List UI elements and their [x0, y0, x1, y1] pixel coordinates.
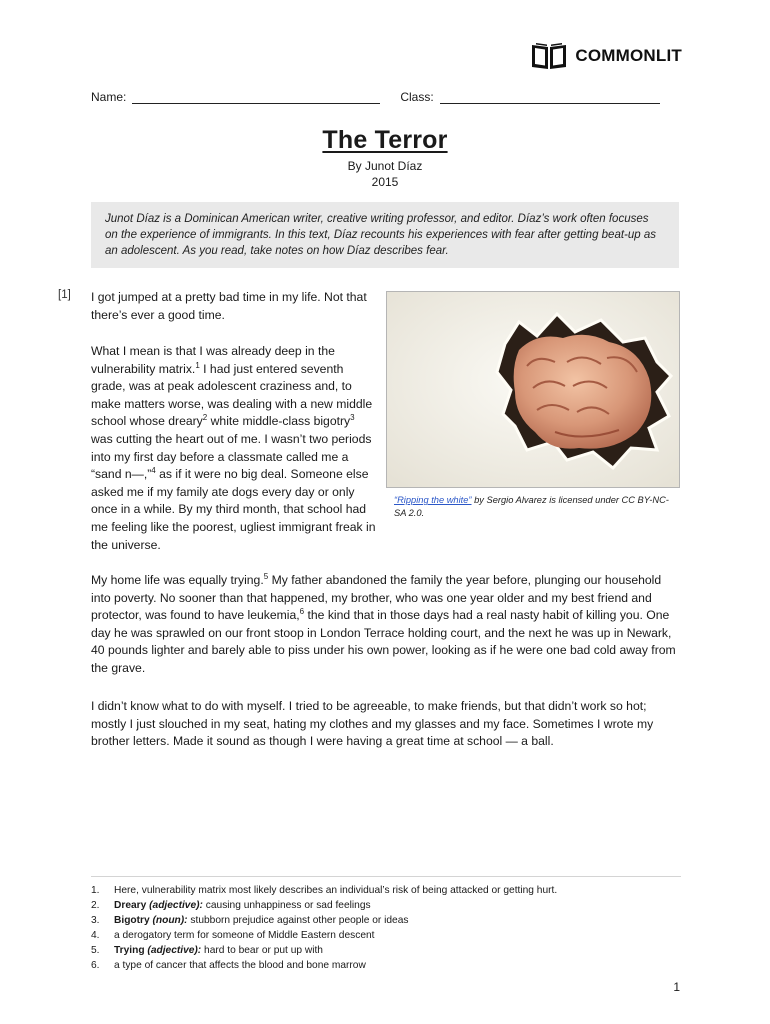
paragraph-1: I got jumped at a pretty bad time in my life. Not that there’s ever a good time.	[91, 290, 367, 322]
footnote-item: 6. a type of cancer that affects the blood and bone marrow	[91, 960, 366, 972]
name-label: Name:	[91, 90, 127, 104]
footnotes-list	[91, 883, 681, 974]
footnote-ref-5[interactable]: 5	[263, 571, 269, 581]
paragraph-number: [1]	[58, 289, 71, 301]
footnote-item: 4. a derogatory term for someone of Middle Eastern descent	[91, 930, 375, 942]
footnote-ref-3[interactable]: 3	[350, 413, 355, 423]
footnote-divider	[91, 876, 681, 877]
footnote-item: 2. Dreary (adjective): causing unhappiness or sad feelings	[91, 900, 371, 912]
paragraph-4: I didn’t know what to do with myself. I tried to be agreeable, to make friends, but that didn’t work so hot; mostly I just slouched in my seat, hating my clothes and my glasses and my face. Sometimes I wrote my brother letters. Made it sound as though I were having a great time at school — a ball.	[91, 699, 654, 749]
page-title: The Terror	[322, 126, 448, 154]
class-line[interactable]	[440, 92, 660, 104]
footnote-item: 1. Here, vulnerability matrix most likely describes an individual’s risk of being attacked or getting hurt.	[91, 885, 558, 896]
intro-box: Junot Díaz is a Dominican American writer, creative writing professor, and editor. Díaz’s work often focuses on the experience of immigrants. In this text, Díaz recounts his experiences with fear after getting beat-up as an adolescent. As you read, take notes on how Díaz describes fear.	[91, 202, 679, 268]
paragraph-3: My home life was equally trying.$^5$ My father abandoned the family the year before, plunging our household into poverty. No sooner than that happened, my brother, who was one year older and my best friend and protector, was found to have leukemia,$^6$ the kind that in those days had a real nasty habit of killing you. One day he was sprawled on our front stoop in London Terrace holding court, and the next he was up in Newark, 40 pounds lighter and barely able to piss under his own power, looking as if he were one bad cold away from the grave.	[91, 571, 676, 675]
footnote-ref-6[interactable]: 6	[299, 607, 305, 617]
footnote-ref-1[interactable]: 1	[195, 360, 200, 370]
footnote-item: 3. Bigotry (noun): stubborn prejudice against other people or ideas	[91, 915, 409, 927]
fist-photo	[386, 291, 680, 488]
figure-caption: “Ripping the white” by Sergio Alvarez is licensed under CC BY-NC-SA 2.0.	[394, 495, 669, 518]
commonlit-logo	[531, 42, 682, 70]
class-label: Class:	[400, 90, 434, 104]
name-class-row	[91, 90, 671, 104]
byline: By Junot Díaz	[347, 159, 423, 173]
paragraph-2: What I mean is that I was already deep in the vulnerability matrix.$^1$ I had just entered seventh grade, was at peak adolescent craziness and, to make matters worse, was dealing with a new middle school whose dreary$^2$ white middle-class bigotry$^3$ was cutting the heart out of me. I wasn’t two periods into my first day before a classmate called me a “sand n—,”$^4$ as if it were no big deal. Someone else asked me if my family ate dogs every day or only once in a while. By my third month, that school had me feeling like the poorest, ugliest immigrant freak in the universe.	[91, 344, 376, 552]
brand-name: COMMONLIT	[575, 46, 682, 65]
name-line[interactable]	[132, 92, 380, 104]
photo-source-link[interactable]: “Ripping the white”	[394, 495, 472, 505]
publication-year: 2015	[371, 175, 399, 189]
footnote-item: 5. Trying (adjective): hard to bear or put up with	[91, 945, 323, 957]
open-book-icon	[531, 42, 567, 70]
footnote-ref-4[interactable]: 4	[151, 466, 156, 476]
title-block	[0, 126, 770, 189]
page-number: 1	[673, 980, 680, 994]
footnote-ref-2[interactable]: 2	[202, 413, 208, 423]
